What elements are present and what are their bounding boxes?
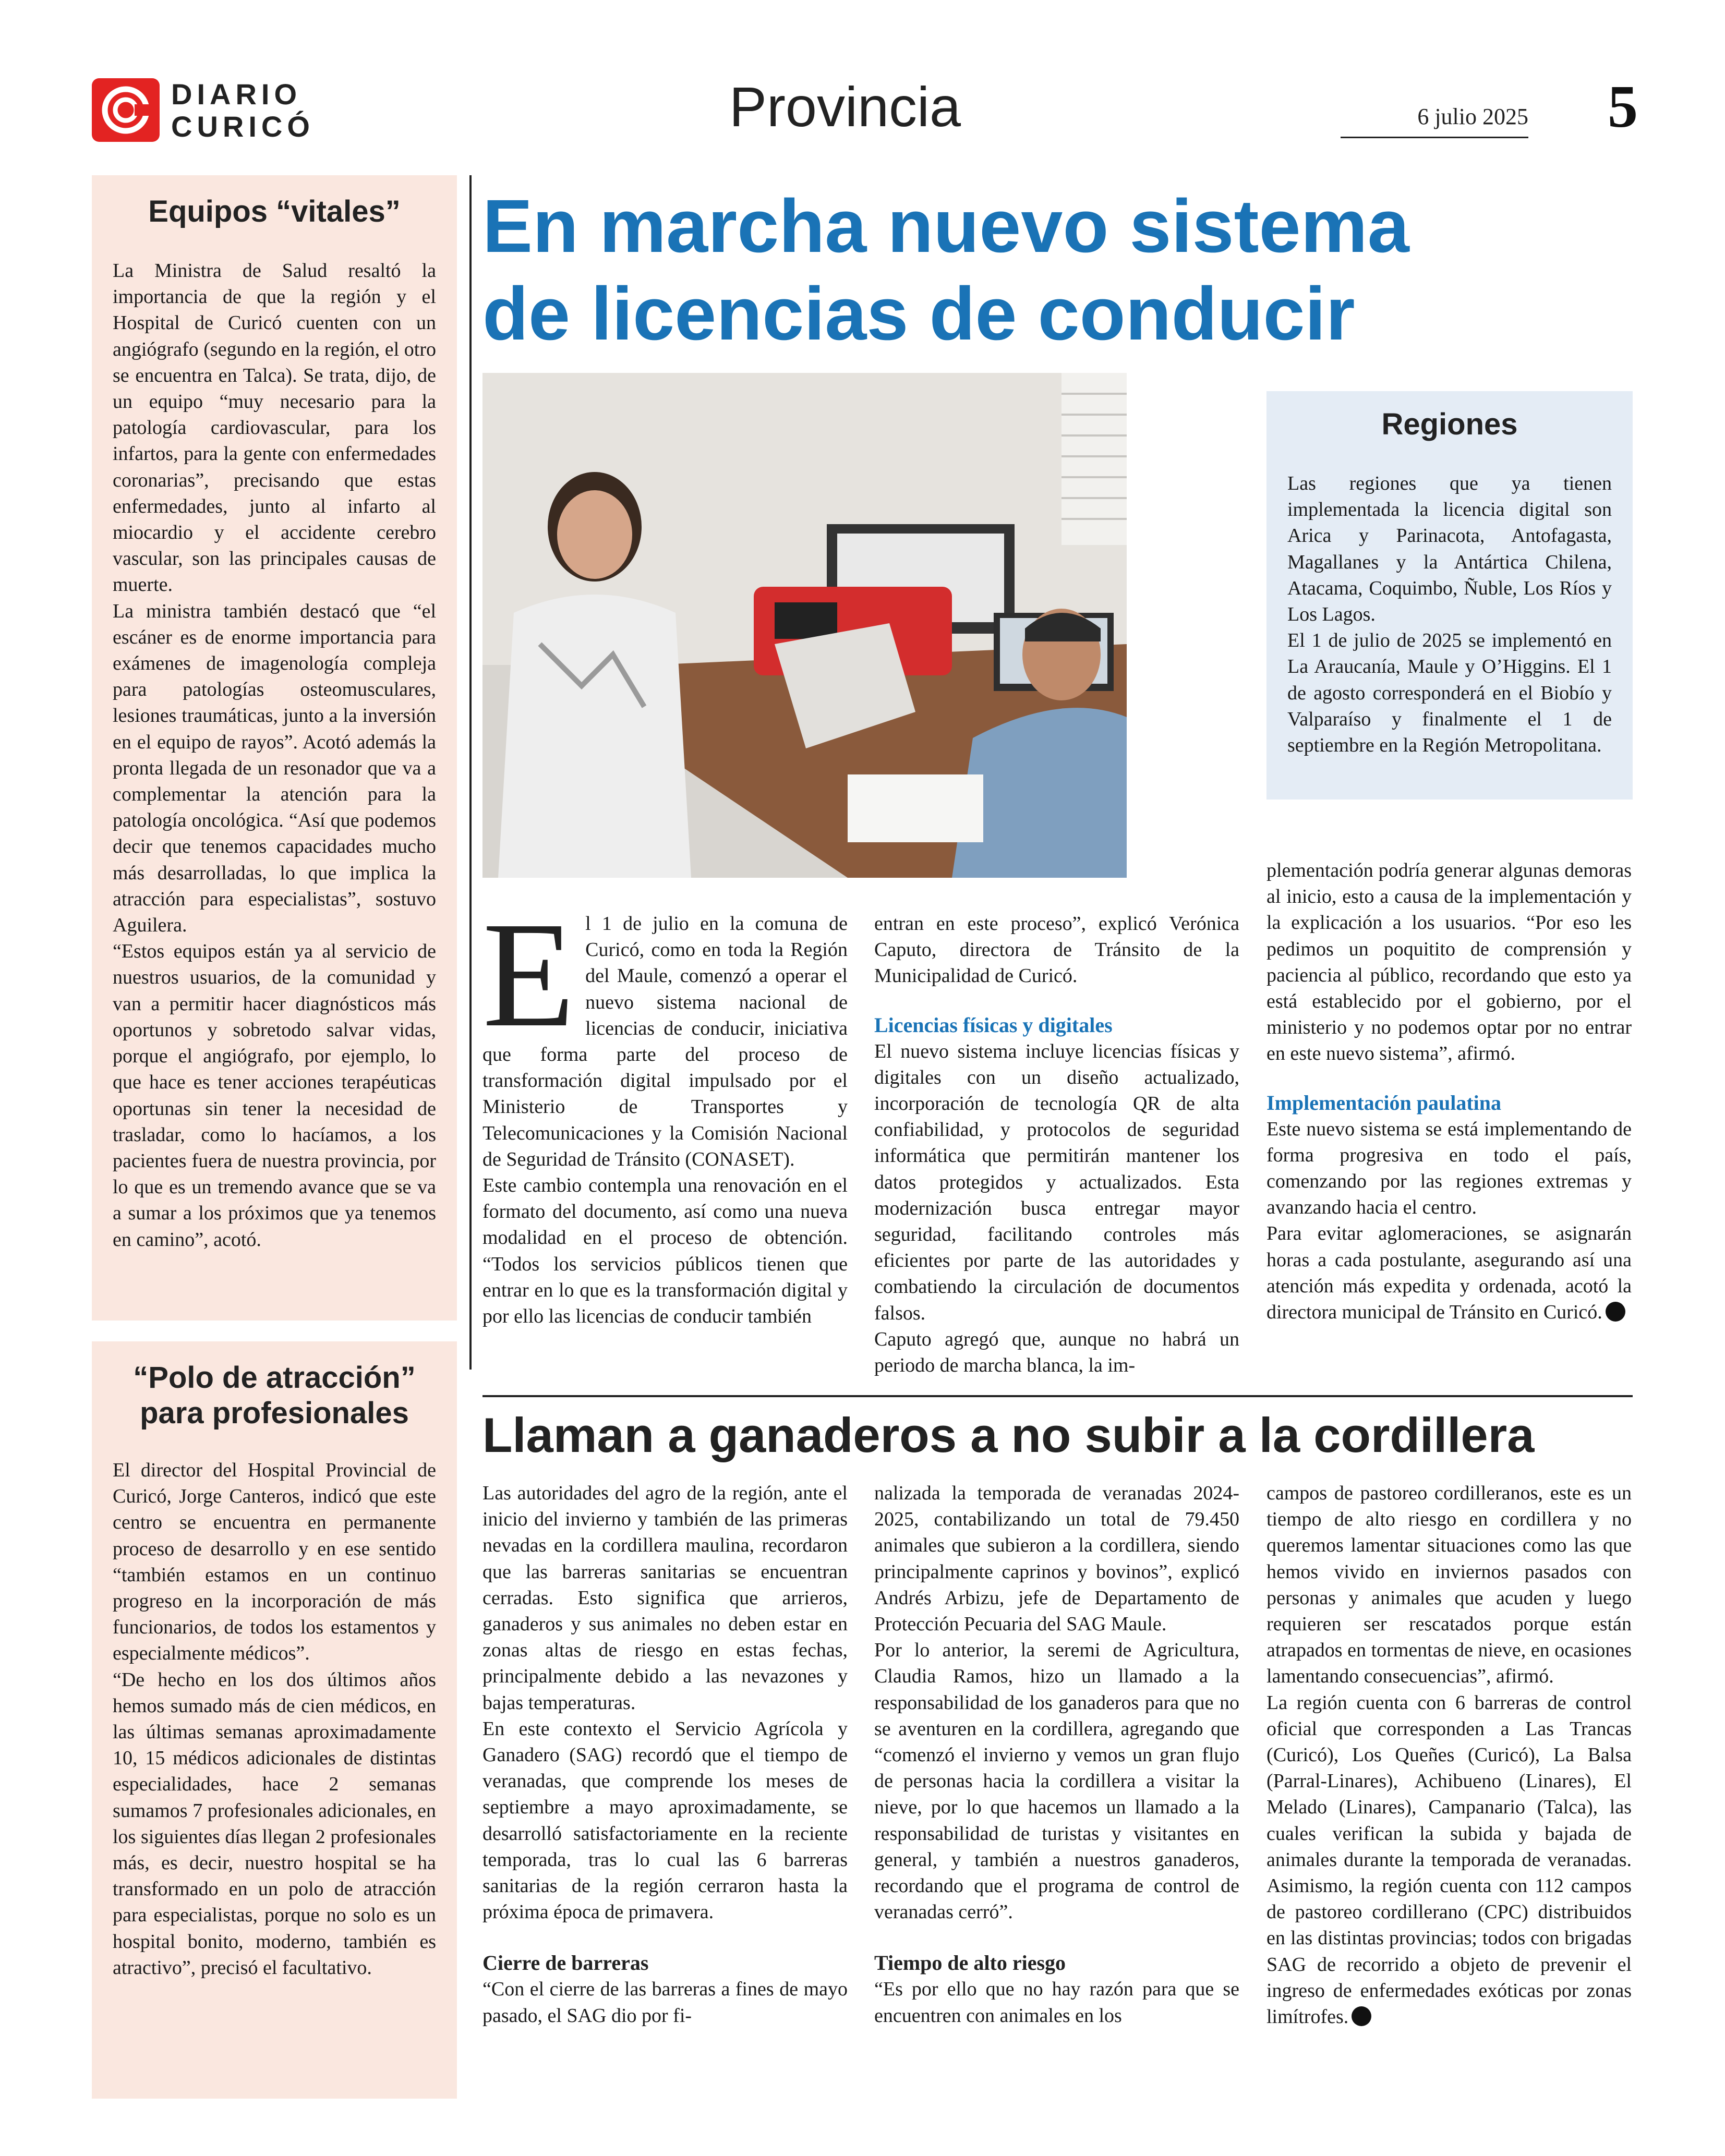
paragraph: nalizada la temporada de veranadas 2024-2025, contabilizando un total de 79.450 animales que subieron a la cordillera, siendo principalmente caprinos y bovinos”, explicó Andrés Arbizu, jefe de Departamento de Protección Pecuaria del SAG Maule. — [874, 1482, 1239, 1636]
article-headline — [482, 183, 1698, 358]
section-divider — [482, 1395, 1633, 1397]
end-mark-icon — [1606, 1302, 1625, 1322]
article1-column-3 — [1266, 857, 1632, 1325]
issue-date: 6 julio 2025 — [1417, 104, 1528, 129]
logo-line-1: DIARIO — [171, 78, 301, 111]
article2-headline: Llaman a ganaderos a no subir a la cordillera — [482, 1408, 1535, 1462]
paragraph: Este nuevo sistema se está implementando de forma progresiva en todo el país, comenzando por las regiones extremas y avanzando hacia el centro. — [1266, 1118, 1632, 1219]
paragraph: “Estos equipos están ya al servicio de nuestros usuarios, de la comunidad y van a permitir hacer diagnósticos más oportunos y sobretodo salvar vidas, porque el angiógrafo, por ejemplo, lo que hace es tener acciones terapéuticas oportunas sin tener la necesidad de trasladar, como lo hacíamos, a los pacientes fuera de nuestra provincia, por lo que es un tremendo avance que se va a sumar a los próximos que ya tenemos en camino”, acotó. — [113, 940, 436, 1251]
paragraph: “Es por ello que no hay razón para que se encuentren con animales en los — [874, 1978, 1239, 2027]
paragraph: Por lo anterior, la seremi de Agricultura, Claudia Ramos, hizo un llamado a la responsabilidad de los ganaderos para que no se aventuren en la cordillera, agregando que “comenzó el invierno y vemos un gran flujo de personas hacia la cordillera a visitar la nieve, por lo que hacemos un llamado a la responsabilidad de turistas y visitantes en general, y también a nuestros ganaderos, recordando que el programa de control de veranadas cerró”. — [874, 1639, 1239, 1923]
article2-column-2 — [874, 1480, 1239, 2029]
paragraph — [482, 891, 848, 1172]
paragraph-text: La región cuenta con 6 barreras de control oficial que corresponden a Las Trancas (Curicó), Los Queñes (Curicó), La Balsa (Parral-Linares), Achibueno (Linares), El Melado (Linares), Campanario (Talca), las cuales verifican la subida y bajada de animales durante la temporada de veranadas. Asimismo, la región cuenta con 112 campos de pastoreo cordillerano (CPC) distribuidos en las distintas provincias; todos con brigadas SAG de recorrido a objeto de prevenir el ingreso de enfermedades exóticas por zonas limítrofes. — [1266, 1691, 1632, 2028]
subhead: Implementación paulatina — [1266, 1091, 1502, 1115]
headline-line-2: de licencias de conducir — [482, 272, 1355, 356]
article1-column-1 — [482, 891, 848, 1329]
article2-column-3 — [1266, 1480, 1632, 2030]
sidebar-title-line-2: para profesionales — [140, 1396, 409, 1430]
paragraph: El director del Hospital Provincial de Curicó, Jorge Canteros, indicó que este centro se encuentra en permanente proceso de desarrollo y en ese sentido “también estamos en un continuo progreso en la incorporación de más funcionarios, de todos los estamentos y especialmente médicos”. — [113, 1459, 436, 1665]
paragraph: entran en este proceso”, explicó Verónica Caputo, directora de Tránsito de la Municipalidad de Curicó. — [874, 913, 1239, 987]
paragraph: “De hecho en los dos últimos años hemos sumado más de cien médicos, en las últimas semanas aproximadamente 10, 15 médicos adicionales de distintas especialidades, hace 2 semanas sumamos 7 profesionales adicionales, en los siguientes días llegan 2 profesionales más, es decir, nuestro hospital se ha transformado en un polo de atracción para especialistas, porque no solo es un hospital bonito, moderno, también es atractivo”, precisó el facultativo. — [113, 1668, 436, 1979]
paragraph: “Con el cierre de las barreras a fines de mayo pasado, el SAG dio por fi- — [482, 1978, 848, 2027]
sidebar-title-line-1: “Polo de atracción” — [133, 1361, 416, 1395]
paragraph: plementación podría generar algunas demoras al inicio, esto a causa de la implementación y la explicación a los usuarios. “Por eso les pedimos un poquitito de comprensión y paciencia al público, recordando que esto ya está establecido por el gobierno, por el ministerio y no podemos optar por no entrar en este nuevo sistema”, afirmó. — [1266, 859, 1632, 1065]
paragraph: campos de pastoreo cordilleranos, este es un tiempo de alto riesgo en cordillera y no queremos lamentar situaciones como las que hemos vivido en inviernos pasados con personas y animales que acuden y luego requieren ser rescatados porque están atrapados en tormentas de nieve, en ocasiones lamentando consecuencias”, afirmó. — [1266, 1482, 1632, 1688]
page-number: 5 — [1608, 74, 1638, 140]
logo-line-2: CURICÓ — [171, 110, 315, 143]
regiones-title: Regiones — [1381, 407, 1518, 441]
sidebar-title: Equipos “vitales” — [148, 195, 401, 228]
photo-illustration — [482, 373, 1127, 878]
sidebar-body — [113, 1457, 436, 1981]
article-photo — [482, 373, 1127, 878]
sidebar-equipos-vitales — [92, 175, 457, 1321]
headline-line-1: En marcha nuevo sistema — [482, 184, 1409, 268]
regiones-body — [1287, 470, 1612, 758]
logo-text — [171, 78, 315, 143]
regiones-box — [1266, 391, 1633, 800]
paragraph — [1266, 1690, 1632, 2030]
sidebar-body — [113, 258, 436, 1253]
paragraph — [1266, 1220, 1632, 1325]
article1-column-2 — [874, 911, 1239, 1378]
sidebar-polo-de-atraccion — [92, 1341, 457, 2099]
logo-mark — [92, 78, 160, 142]
logo-icon — [92, 78, 160, 142]
paragraph: El 1 de julio de 2025 se implementó en La Araucanía, Maule y O’Higgins. El 1 de agosto corresponderá en el Biobío y Valparaíso y finalmente el 1 de septiembre en la Región Metropolitana. — [1287, 629, 1612, 757]
paragraph: Caputo agregó que, aunque no habrá un periodo de marcha blanca, la im- — [874, 1328, 1239, 1377]
date-underline — [1341, 137, 1528, 138]
end-mark-icon — [1352, 2006, 1371, 2026]
paragraph: Las autoridades del agro de la región, ante el inicio del invierno y también de las primeras nevadas en la cordillera maulina, recordaron que las barreras sanitarias se encuentran cerradas. Esto significa que arrieros, ganaderos y sus animales no deben estar en zonas altas de riesgo en estas fechas, principalmente debido a las nevazones y bajas temperaturas. — [482, 1482, 848, 1714]
section-title: Provincia — [729, 75, 961, 138]
subhead: Cierre de barreras — [482, 1951, 649, 1975]
drop-cap: E — [482, 891, 575, 1058]
article2-column-1 — [482, 1480, 848, 2029]
paragraph: Este cambio contempla una renovación en el formato del documento, así como una nueva modalidad en el proceso de obtención. “Todos los servicios públicos tienen que entrar en lo que es la transformación digital y por ello las licencias de conducir también — [482, 1174, 848, 1328]
paragraph: La Ministra de Salud resaltó la importancia de que la región y el Hospital de Curicó cuenten con un angiógrafo (segundo en la región, el otro se encuentra en Talca). Se trata, dijo, de un equipo “muy necesario para la patología cardiovascular, para los infartos, para la gente con enfermedades coronarias”, precisando que estas enfermedades, junto al infarto al miocardio y el accidente cerebro vascular, son las principales causas de muerte. — [113, 260, 436, 596]
paragraph: La ministra también destacó que “el escáner es de enorme importancia para exámenes de imagenología compleja para patologías osteomusculares, lesiones traumáticas, junto a la inversión en el equipo de rayos”. Acotó además la pronta llegada de un resonador que va a complementar la atención para la patología oncológica. “Así que podemos decir que tenemos capacidades mucho más desarrolladas, lo que implica la atracción para especialistas”, sostuvo Aguilera. — [113, 600, 436, 937]
paragraph: Las regiones que ya tienen implementada la licencia digital son Arica y Parinacota, Antofagasta, Magallanes y la Antártica Chilena, Atacama, Coquimbo, Ñuble, Los Ríos y Los Lagos. — [1287, 473, 1612, 626]
subhead: Tiempo de alto riesgo — [874, 1951, 1066, 1975]
paragraph-text: Para evitar aglomeraciones, se asignarán horas a cada postulante, asegurando así una atención más expedita y ordenada, acotó la directora municipal de Tránsito en Curicó. — [1266, 1222, 1632, 1324]
subhead: Licencias físicas y digitales — [874, 1013, 1113, 1037]
paragraph: El nuevo sistema incluye licencias físicas y digitales con un diseño actualizado, incorporación de tecnología QR de alta confiabilidad, y protocolos de seguridad informática que permitirán mantener los datos protegidos y actualizados. Esta modernización busca entregar mayor seguridad, facilitando controles más eficientes por parte de las autoridades y combatiendo la circulación de documentos falsos. — [874, 1040, 1239, 1324]
column-divider — [469, 175, 472, 1370]
lead-text: l 1 de julio en la comuna de Curicó, como en toda la Región del Maule, comenzó a operar el nuevo sistema nacional de licencias de conducir, iniciativa que forma parte del proceso de transformación digital impulsado por el Ministerio de Transportes y Telecomunicaciones y la Comisión Nacional de Seguridad de Tránsito (CONASET). — [482, 913, 848, 1170]
paragraph: En este contexto el Servicio Agrícola y Ganadero (SAG) recordó que el tiempo de veranadas, que comprende los meses de septiembre a mayo aproximadamente, se desarrolló satisfactoriamente en la reciente temporada, tras lo cual las 6 barreras sanitarias de la región cerraron hasta la próxima época de primavera. — [482, 1717, 848, 1923]
